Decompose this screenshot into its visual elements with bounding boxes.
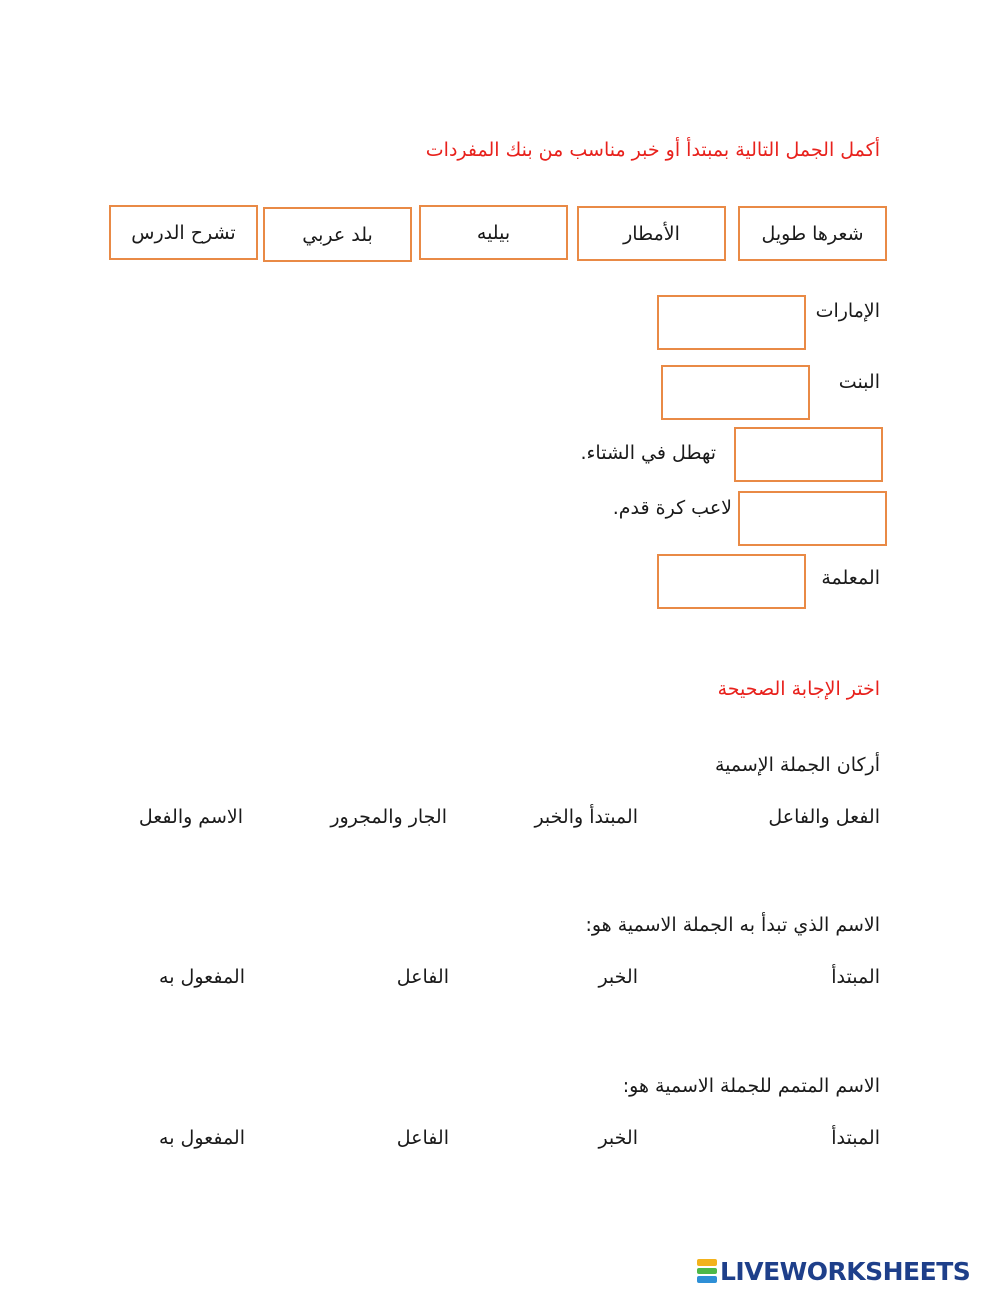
answer-option[interactable]: المفعول به — [159, 966, 245, 988]
answer-option[interactable]: الفعل والفاعل — [768, 806, 880, 828]
word-bank-item[interactable]: بيليه — [419, 205, 568, 260]
answer-option[interactable]: الفاعل — [396, 1127, 449, 1149]
fill-instructions-heading: أكمل الجمل التالية بمبتدأ أو خبر مناسب من بنك المفردات — [425, 139, 880, 161]
question-prompt: الاسم المتمم للجملة الاسمية هو: — [622, 1075, 880, 1097]
sentence-text: البنت — [838, 371, 880, 393]
choice-instructions-heading: اختر الإجابة الصحيحة — [717, 678, 880, 700]
logo-bar-green — [697, 1268, 717, 1275]
logo-mark-icon — [697, 1258, 717, 1284]
word-bank-item[interactable]: شعرها طويل — [738, 206, 887, 261]
sentence-text: المعلمة — [821, 567, 880, 589]
answer-drop-box[interactable] — [738, 491, 887, 546]
liveworksheets-logo — [697, 1256, 970, 1286]
answer-option[interactable]: الجار والمجرور — [330, 806, 447, 828]
word-bank-item[interactable]: الأمطار — [577, 206, 726, 261]
logo-bar-yellow — [697, 1259, 717, 1266]
answer-drop-box[interactable] — [657, 295, 806, 350]
question-prompt: الاسم الذي تبدأ به الجملة الاسمية هو: — [585, 914, 880, 936]
answer-drop-box[interactable] — [657, 554, 806, 609]
answer-option[interactable]: المبتدأ — [831, 966, 880, 988]
answer-drop-box[interactable] — [734, 427, 883, 482]
logo-bar-blue — [697, 1276, 717, 1283]
answer-option[interactable]: الاسم والفعل — [138, 806, 243, 828]
answer-option[interactable]: المبتدأ — [831, 1127, 880, 1149]
answer-option[interactable]: الفاعل — [396, 966, 449, 988]
answer-option[interactable]: المفعول به — [159, 1127, 245, 1149]
answer-drop-box[interactable] — [661, 365, 810, 420]
word-bank-item[interactable]: تشرح الدرس — [109, 205, 258, 260]
question-prompt: أركان الجملة الإسمية — [714, 754, 880, 776]
sentence-text: الإمارات — [815, 300, 880, 322]
answer-option[interactable]: الخبر — [598, 1127, 638, 1149]
answer-option[interactable]: المبتدأ والخبر — [534, 806, 638, 828]
sentence-text: لاعب كرة قدم. — [612, 497, 732, 519]
sentence-text: تهطل في الشتاء. — [580, 442, 716, 464]
answer-option[interactable]: الخبر — [598, 966, 638, 988]
logo-text: LIVEWORKSHEETS — [720, 1256, 971, 1286]
word-bank-item[interactable]: بلد عربي — [263, 207, 412, 262]
